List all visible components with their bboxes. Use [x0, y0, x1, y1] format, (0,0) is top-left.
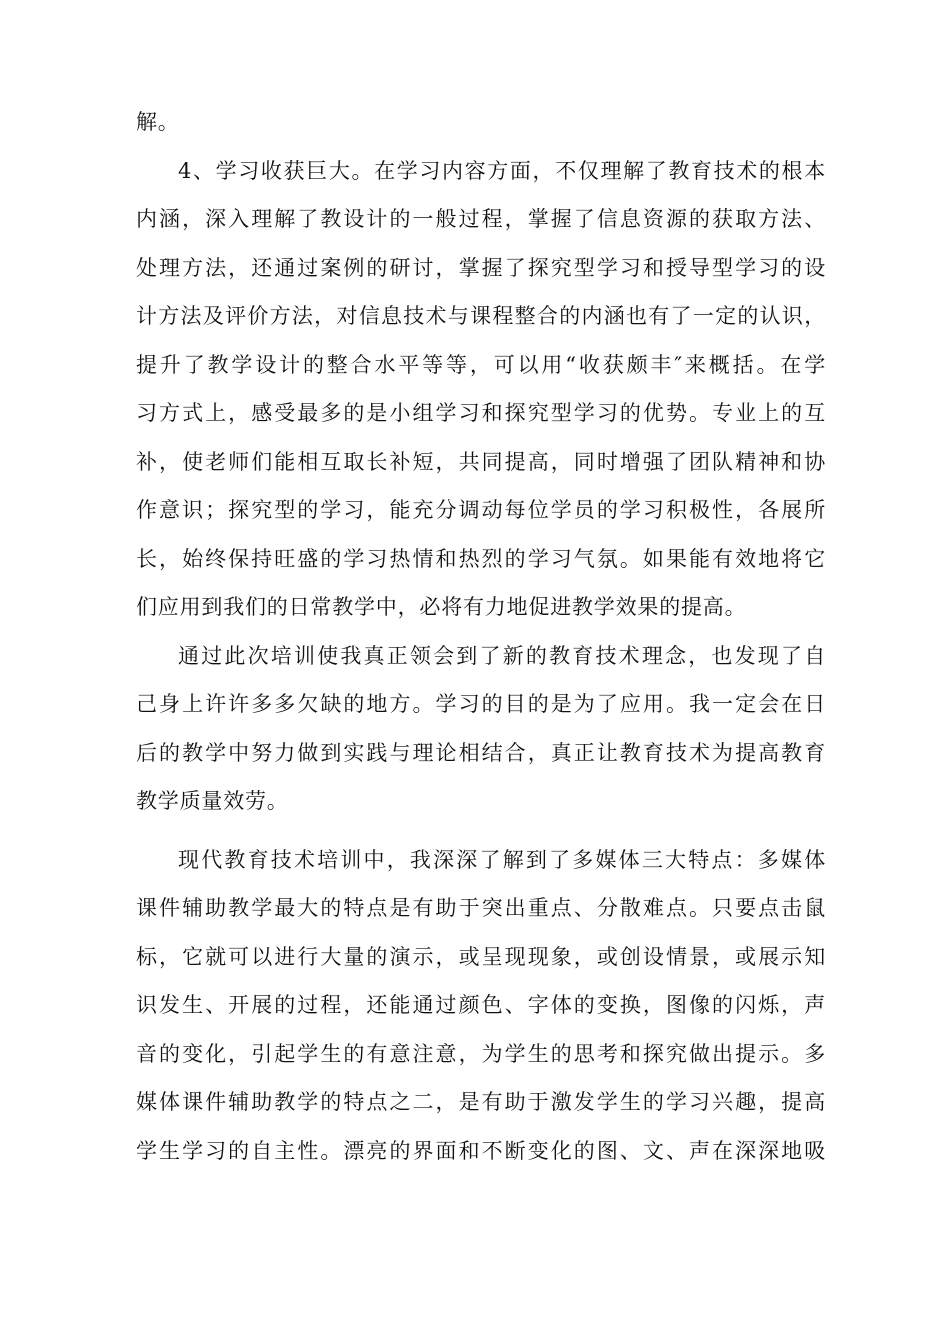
text-line: 课件辅助教学最大的特点是有助于突出重点、分散难点。只要点击鼠	[136, 896, 826, 920]
text-line: 4、学习收获巨大。在学习内容方面，不仅理解了教育技术的根本	[178, 158, 826, 183]
text-line: 音的变化，引起学生的有意注意，为学生的思考和探究做出提示。多	[136, 1041, 826, 1066]
text-line: 己身上许许多多欠缺的地方。学习的目的是为了应用。我一定会在日	[136, 692, 826, 716]
text-line: 长，始终保持旺盛的学习热情和热烈的学习气氛。如果能有效地将它	[136, 546, 826, 571]
text-line: 媒体课件辅助教学的特点之二，是有助于激发学生的学习兴趣，提高	[136, 1090, 826, 1114]
body-text	[136, 98, 826, 1175]
text-line: 现代教育技术培训中，我深深了解到了多媒体三大特点：多媒体	[178, 847, 826, 872]
text-line: 处理方法，还通过案例的研讨，掌握了探究型学习和授导型学习的设	[136, 255, 826, 280]
text-line: 后的教学中努力做到实践与理论相结合，真正让教育技术为提高教育	[136, 740, 826, 765]
text-line: 补，使老师们能相互取长补短，共同提高，同时增强了团队精神和协	[136, 449, 826, 474]
text-line: 标，它就可以进行大量的演示，或呈现现象，或创设情景，或展示知	[136, 944, 826, 969]
text-line: 解。	[136, 110, 180, 134]
paragraph-gap	[136, 826, 826, 836]
text-line: 计方法及评价方法，对信息技术与课程整合的内涵也有了一定的认识，	[136, 304, 826, 328]
text-line: 识发生、开展的过程，还能通过颜色、字体的变换，图像的闪烁，声	[136, 993, 826, 1017]
text-line: 作意识；探究型的学习，能充分调动每位学员的学习积极性，各展所	[136, 498, 826, 522]
text-line: 习方式上，感受最多的是小组学习和探究型学习的优势。专业上的互	[136, 401, 826, 425]
text-line: 教学质量效劳。	[136, 789, 289, 813]
text-line: 通过此次培训使我真正领会到了新的教育技术理念，也发现了自	[178, 643, 826, 668]
text-line: 提升了教学设计的整合水平等等，可以用“收获颇丰″来概括。在学	[136, 352, 826, 377]
text-line: 们应用到我们的日常教学中，必将有力地促进教学效果的提高。	[136, 595, 747, 619]
text-line: 学生学习的自主性。漂亮的界面和不断变化的图、文、声在深深地吸	[136, 1138, 826, 1163]
text-line: 内涵，深入理解了教设计的一般过程，掌握了信息资源的获取方法、	[136, 207, 826, 231]
